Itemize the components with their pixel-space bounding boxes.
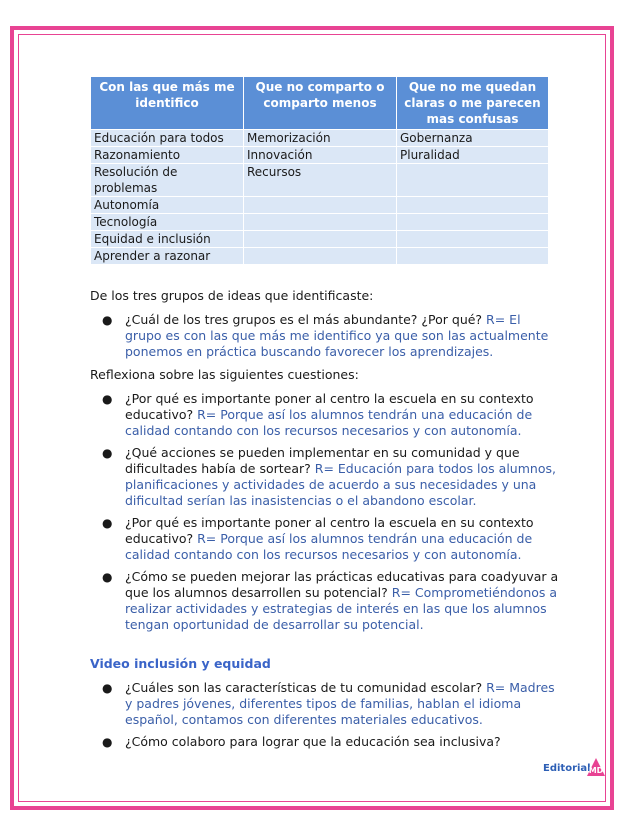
bullet-icon: ● [102, 570, 113, 584]
table-row [91, 130, 549, 147]
table-row [91, 214, 549, 231]
table-cell [397, 164, 549, 197]
answer-text: R= Porque así los alumnos tendrán una educación de calidad contando con los recursos necesarios y con autonomía. [125, 531, 533, 562]
bullet-icon: ● [102, 446, 113, 460]
table-cell [397, 231, 549, 248]
table-row [91, 231, 549, 248]
table-cell: Gobernanza [397, 130, 549, 147]
list-item [90, 312, 560, 360]
bullet-icon: ● [102, 681, 113, 695]
answer-text: R= Educación para todos los alumnos, planificaciones y actividades de acuerdo a sus necesidades y una dificultad serían las inasistencias o el abandono escolar. [125, 461, 556, 508]
bullet-icon: ● [102, 313, 113, 327]
logo-mark-icon [587, 758, 605, 776]
table-cell: Memorización [244, 130, 397, 147]
section2-intro: Reflexiona sobre las siguientes cuestiones: [90, 367, 359, 382]
question-text: ¿Cuál de los tres grupos es el más abundante? ¿Por qué? [125, 312, 483, 327]
ideas-table [90, 76, 549, 265]
list-item [90, 515, 560, 563]
table-header-cell: Que no comparto o comparto menos [244, 77, 397, 130]
document-body [90, 76, 560, 756]
question-text: ¿Por qué es importante poner al centro la escuela en su contexto educativo? [125, 515, 534, 546]
answer-text: R= El grupo es con las que más me identifico ya que son las actualmente ponemos en práctica buscando favorecer los aprendizajes. [125, 312, 549, 359]
table-cell [244, 197, 397, 214]
answer-text: R= Porque así los alumnos tendrán una educación de calidad contando con los recursos necesarios y con autonomía. [125, 407, 533, 438]
section1-list [90, 312, 560, 360]
table-cell [244, 248, 397, 265]
table-cell: Educación para todos [91, 130, 244, 147]
table-cell [397, 214, 549, 231]
list-item [90, 734, 560, 750]
table-cell [397, 197, 549, 214]
table-cell: Resolución de problemas [91, 164, 244, 197]
question-text: ¿Qué acciones se pueden implementar en su comunidad y que dificultades había de sortear? [125, 445, 520, 476]
table-cell: Innovación [244, 147, 397, 164]
editorial-logo [543, 758, 603, 780]
section2-list [90, 391, 560, 633]
question-text: ¿Por qué es importante poner al centro la escuela en su contexto educativo? [125, 391, 534, 422]
table-cell [244, 214, 397, 231]
list-item [90, 445, 560, 509]
video-section-heading: Video inclusión y equidad [90, 656, 271, 671]
table-cell: Pluralidad [397, 147, 549, 164]
question-text: ¿Cómo colaboro para lograr que la educación sea inclusiva? [125, 734, 501, 749]
bullet-icon: ● [102, 735, 113, 749]
table-cell: Recursos [244, 164, 397, 197]
table-row [91, 248, 549, 265]
table-header-row [91, 77, 549, 130]
bullet-icon: ● [102, 516, 113, 530]
table-cell: Razonamiento [91, 147, 244, 164]
logo-mark-text: MD [588, 766, 604, 775]
table-row [91, 197, 549, 214]
section1-intro: De los tres grupos de ideas que identificaste: [90, 288, 374, 303]
list-item [90, 391, 560, 439]
list-item [90, 569, 560, 633]
table-row [91, 147, 549, 164]
question-text: ¿Cuáles son las características de tu comunidad escolar? [125, 680, 483, 695]
table-row [91, 164, 549, 197]
list-item [90, 680, 560, 728]
table-cell: Aprender a razonar [91, 248, 244, 265]
logo-text: Editorial [543, 763, 591, 774]
table-cell: Equidad e inclusión [91, 231, 244, 248]
table-cell [397, 248, 549, 265]
bullet-icon: ● [102, 392, 113, 406]
question-text: ¿Cómo se pueden mejorar las prácticas educativas para coadyuvar a que los alumnos desarrollen su potencial? [125, 569, 559, 600]
answer-text: R= Comprometiéndonos a realizar actividades y estrategias de interés en las que los alumnos tengan oportunidad de desarrollar su potencial. [125, 585, 558, 632]
section3-list [90, 680, 560, 750]
answer-text: R= Madres y padres jóvenes, diferentes tipos de familias, hablan el idioma español, contamos con diferentes materiales educativos. [125, 680, 555, 727]
table-header-cell: Que no me quedan claras o me parecen mas confusas [397, 77, 549, 130]
table-cell [244, 231, 397, 248]
table-header-cell: Con las que más me identifico [91, 77, 244, 130]
table-cell: Autonomía [91, 197, 244, 214]
table-cell: Tecnología [91, 214, 244, 231]
